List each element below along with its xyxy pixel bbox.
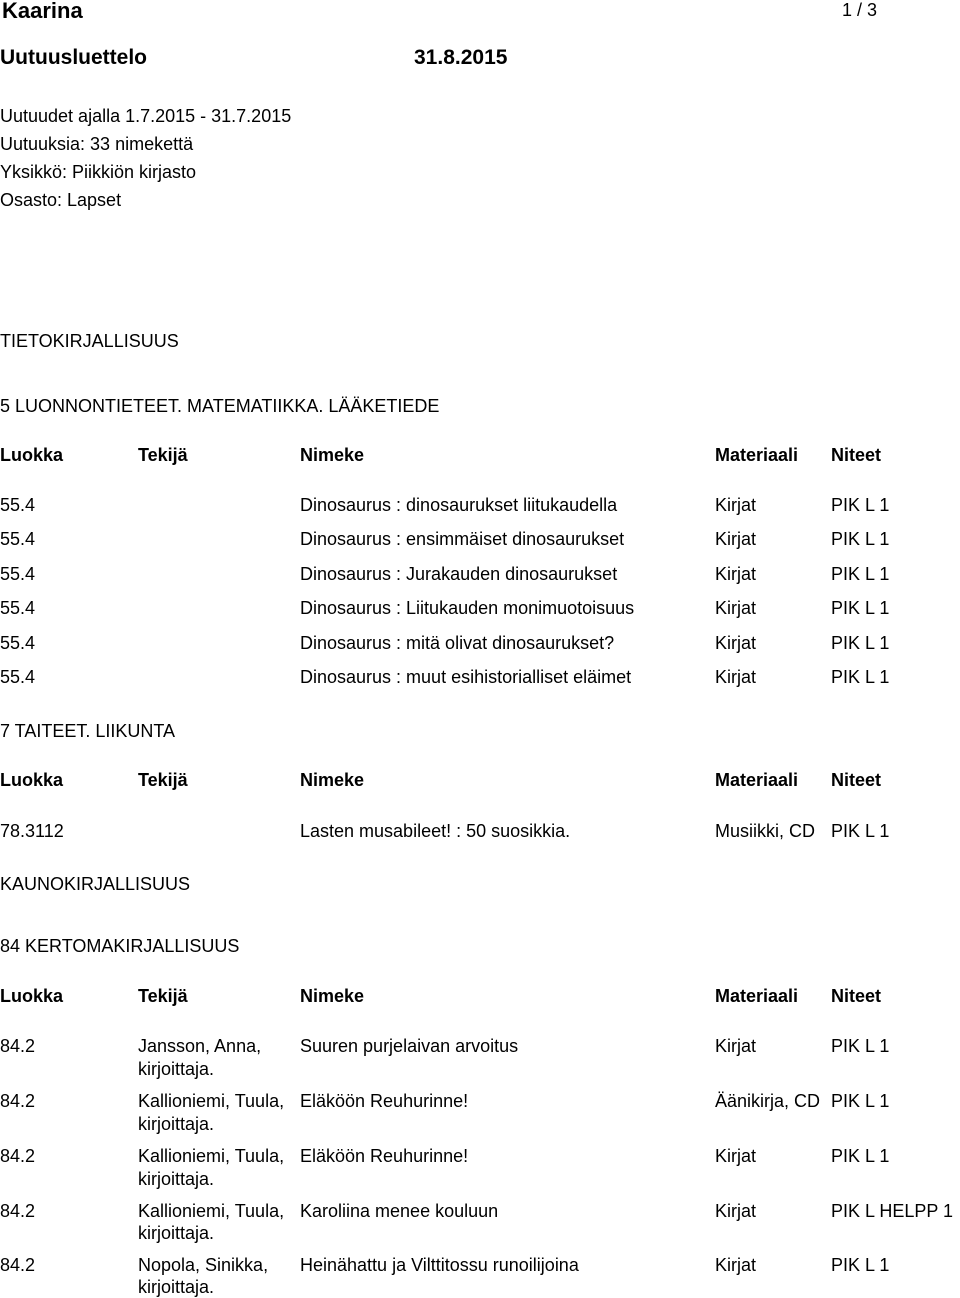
cell-niteet: PIK L 1 <box>831 529 890 549</box>
cell-tekija: Kallioniemi, Tuula, <box>138 1146 285 1166</box>
section-heading-84: 84 KERTOMAKIRJALLISUUS <box>0 936 240 956</box>
cell-nimeke: Dinosaurus : Liitukauden monimuotoisuus <box>300 598 635 618</box>
column-header-niteet: Niteet <box>831 986 882 1006</box>
section-heading-kaunokirjallisuus: KAUNOKIRJALLISUUS <box>0 874 191 894</box>
cell-luokka: 78.3112 <box>0 821 64 841</box>
column-header-luokka: Luokka <box>0 445 64 465</box>
cell-materiaali: Kirjat <box>715 1036 757 1056</box>
cell-tekija-role: kirjoittaja. <box>138 1114 215 1134</box>
cell-luokka: 55.4 <box>0 529 36 549</box>
cell-nimeke: Eläköön Reuhurinne! <box>300 1146 469 1166</box>
page-counter: 1 / 3 <box>842 0 878 20</box>
cell-materiaali: Kirjat <box>715 564 757 584</box>
cell-luokka: 84.2 <box>0 1146 36 1166</box>
document-date: 31.8.2015 <box>414 46 508 69</box>
cell-nimeke: Dinosaurus : ensimmäiset dinosaurukset <box>300 529 625 549</box>
cell-niteet: PIK L 1 <box>831 1036 890 1056</box>
cell-luokka: 84.2 <box>0 1036 36 1056</box>
cell-materiaali: Äänikirja, CD <box>715 1091 821 1111</box>
section-heading-tietokirjallisuus: TIETOKIRJALLISUUS <box>0 331 179 351</box>
cell-nimeke: Dinosaurus : Jurakauden dinosaurukset <box>300 564 618 584</box>
cell-luokka: 55.4 <box>0 633 36 653</box>
cell-niteet: PIK L 1 <box>831 564 890 584</box>
cell-nimeke: Heinähattu ja Vilttitossu runoilijoina <box>300 1255 579 1275</box>
cell-tekija: Kallioniemi, Tuula, <box>138 1091 285 1111</box>
cell-luokka: 55.4 <box>0 667 36 687</box>
cell-materiaali: Kirjat <box>715 1201 757 1221</box>
cell-luokka: 55.4 <box>0 564 36 584</box>
meta-unit: Yksikkö: Piikkiön kirjasto <box>0 162 197 182</box>
cell-tekija: Kallioniemi, Tuula, <box>138 1201 285 1221</box>
column-header-materiaali: Materiaali <box>715 770 799 790</box>
column-header-luokka: Luokka <box>0 770 64 790</box>
cell-nimeke: Dinosaurus : dinosaurukset liitukaudella <box>300 495 618 515</box>
cell-nimeke: Dinosaurus : muut esihistorialliset eläimet <box>300 667 632 687</box>
cell-tekija-role: kirjoittaja. <box>138 1277 215 1297</box>
cell-nimeke: Eläköön Reuhurinne! <box>300 1091 469 1111</box>
column-header-niteet: Niteet <box>831 445 882 465</box>
cell-materiaali: Kirjat <box>715 1255 757 1275</box>
column-header-tekija: Tekijä <box>138 986 188 1006</box>
cell-niteet: PIK L 1 <box>831 1091 890 1111</box>
section-heading-7: 7 TAITEET. LIIKUNTA <box>0 721 176 741</box>
cell-niteet: PIK L 1 <box>831 495 890 515</box>
cell-niteet: PIK L 1 <box>831 598 890 618</box>
column-header-luokka: Luokka <box>0 986 64 1006</box>
cell-luokka: 84.2 <box>0 1201 36 1221</box>
cell-materiaali: Kirjat <box>715 1146 757 1166</box>
cell-nimeke: Karoliina menee kouluun <box>300 1201 499 1221</box>
column-header-tekija: Tekijä <box>138 770 188 790</box>
cell-luokka: 84.2 <box>0 1255 36 1275</box>
column-header-niteet: Niteet <box>831 770 882 790</box>
cell-tekija-role: kirjoittaja. <box>138 1169 215 1189</box>
column-header-nimeke: Nimeke <box>300 445 365 465</box>
cell-tekija-role: kirjoittaja. <box>138 1223 215 1243</box>
cell-niteet: PIK L 1 <box>831 821 890 841</box>
column-header-tekija: Tekijä <box>138 445 188 465</box>
meta-period: Uutuudet ajalla 1.7.2015 - 31.7.2015 <box>0 106 292 126</box>
column-header-nimeke: Nimeke <box>300 986 365 1006</box>
cell-tekija: Nopola, Sinikka, <box>138 1255 269 1275</box>
cell-tekija: Jansson, Anna, <box>138 1036 262 1056</box>
cell-luokka: 55.4 <box>0 495 36 515</box>
meta-count: Uutuuksia: 33 nimekettä <box>0 134 194 154</box>
cell-materiaali: Kirjat <box>715 598 757 618</box>
column-header-nimeke: Nimeke <box>300 770 365 790</box>
cell-materiaali: Kirjat <box>715 633 757 653</box>
cell-niteet: PIK L 1 <box>831 633 890 653</box>
cell-materiaali: Musiikki, CD <box>715 821 816 841</box>
organization-name: Kaarina <box>2 0 83 23</box>
column-header-materiaali: Materiaali <box>715 445 799 465</box>
cell-nimeke: Dinosaurus : mitä olivat dinosaurukset? <box>300 633 615 653</box>
cell-niteet: PIK L 1 <box>831 1255 890 1275</box>
meta-department: Osasto: Lapset <box>0 190 122 210</box>
cell-tekija-role: kirjoittaja. <box>138 1059 215 1079</box>
cell-materiaali: Kirjat <box>715 495 757 515</box>
cell-materiaali: Kirjat <box>715 667 757 687</box>
cell-niteet: PIK L 1 <box>831 667 890 687</box>
cell-luokka: 84.2 <box>0 1091 36 1111</box>
section-heading-5: 5 LUONNONTIETEET. MATEMATIIKKA. LÄÄKETIEDE <box>0 396 440 416</box>
document-title: Uutuusluettelo <box>0 46 147 69</box>
cell-nimeke: Lasten musabileet! : 50 suosikkia. <box>300 821 571 841</box>
column-header-materiaali: Materiaali <box>715 986 799 1006</box>
cell-niteet: PIK L 1 <box>831 1146 890 1166</box>
cell-luokka: 55.4 <box>0 598 36 618</box>
cell-niteet: PIK L HELPP 1 <box>831 1201 954 1221</box>
cell-materiaali: Kirjat <box>715 529 757 549</box>
cell-nimeke: Suuren purjelaivan arvoitus <box>300 1036 519 1056</box>
